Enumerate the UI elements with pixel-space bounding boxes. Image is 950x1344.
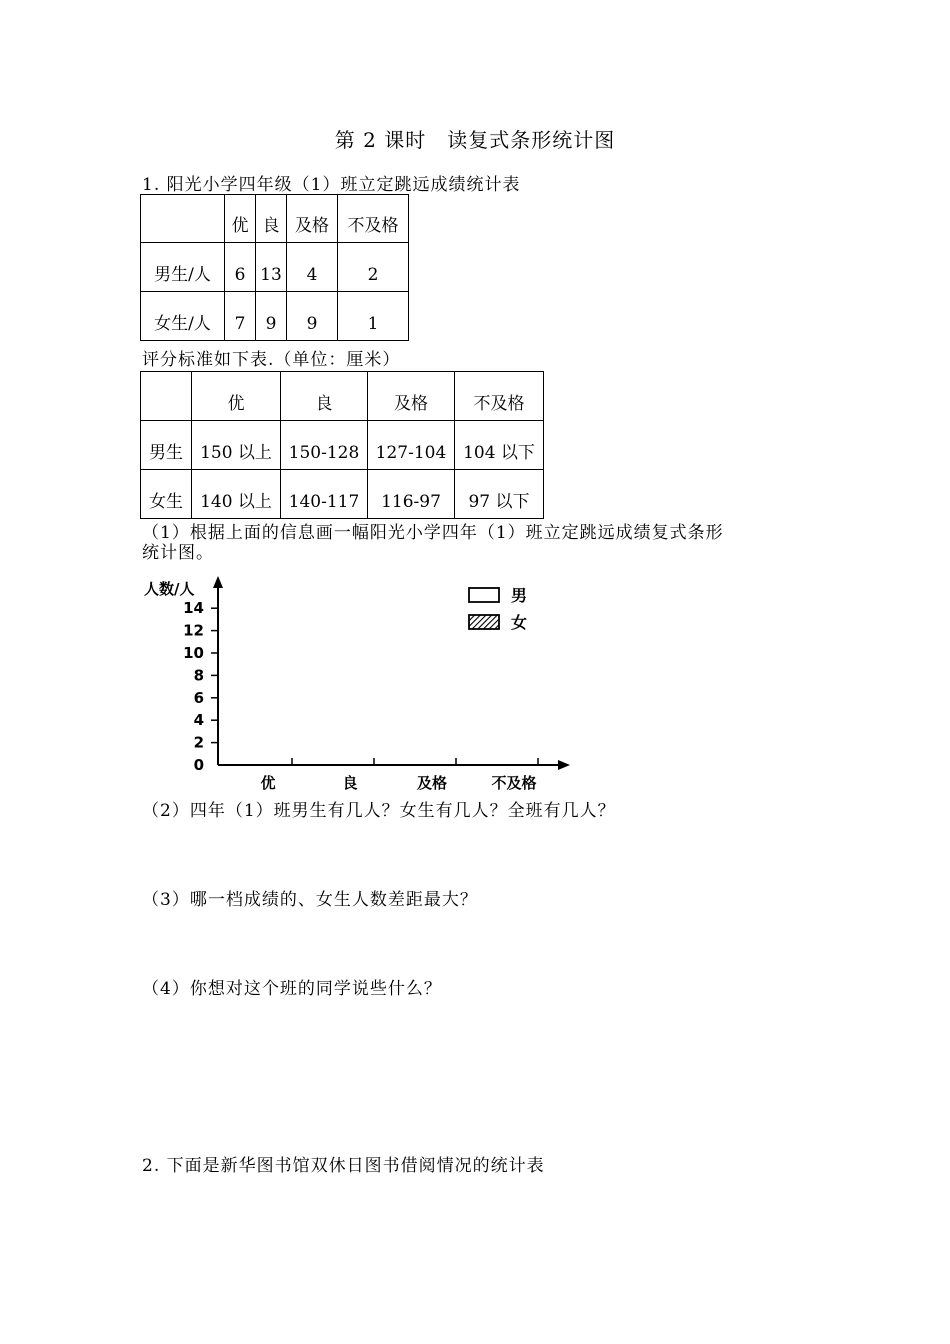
x-category-label: 优 [260,774,276,792]
criteria-row-girls [141,470,544,519]
table-cell: 9 [256,292,287,341]
table-cell: 1 [338,292,409,341]
criteria-header-liang: 良 [281,372,368,421]
x-category-label: 良 [342,774,358,792]
y-tick-label: 4 [193,711,204,730]
score-table-row-boys [141,243,409,292]
chart-axes [213,576,570,770]
q2-heading: 2. 下面是新华图书馆双休日图书借阅情况的统计表 [142,1156,545,1176]
y-tick-label: 14 [183,599,204,618]
x-category-label: 不及格 [491,774,537,792]
score-table [140,194,409,341]
score-table-header-bujige: 不及格 [338,195,409,243]
score-table-corner [141,195,225,243]
score-table-row-girls [141,292,409,341]
sub-question-3: （3）哪一档成绩的、女生人数差距最大？ [142,890,478,910]
table-cell: 104 以下 [455,421,544,470]
table-cell: 150 以上 [192,421,281,470]
row-label: 女生 [141,470,192,519]
page-title: 第 2 课时 读复式条形统计图 [334,128,616,152]
chart-y-ticks [183,599,218,774]
row-label: 女生/人 [141,292,225,341]
criteria-table-corner [141,372,192,421]
table-cell: 9 [287,292,338,341]
score-table-header-row [141,195,409,243]
legend-label-boys: 男 [511,586,528,605]
x-category-label: 及格 [416,774,448,792]
y-tick-label: 12 [183,621,204,640]
chart-legend [469,586,527,632]
bar-chart-template [140,570,580,795]
criteria-header-jige: 及格 [368,372,455,421]
sub-question-1-line2: 统计图。 [142,543,214,563]
criteria-table [140,371,544,519]
score-table-header-you: 优 [225,195,256,243]
score-table-header-jige: 及格 [287,195,338,243]
row-label: 男生/人 [141,243,225,292]
table-cell: 2 [338,243,409,292]
y-tick-label: 8 [193,666,204,685]
q1-heading: 1. 阳光小学四年级（1）班立定跳远成绩统计表 [142,175,521,195]
table-cell: 13 [256,243,287,292]
table-cell: 140-117 [281,470,368,519]
sub-question-4: （4）你想对这个班的同学说些什么？ [142,979,442,999]
table-cell: 4 [287,243,338,292]
table-cell: 6 [225,243,256,292]
row-label: 男生 [141,421,192,470]
table-cell: 97 以下 [455,470,544,519]
table-cell: 127-104 [368,421,455,470]
legend-label-girls: 女 [511,613,528,632]
y-tick-label: 0 [193,756,204,774]
criteria-table-header-row [141,372,544,421]
table-cell: 116-97 [368,470,455,519]
y-tick-label: 2 [193,733,204,752]
table-cell: 7 [225,292,256,341]
chart-x-categories [260,758,538,792]
legend-swatch-boys [469,588,499,602]
y-tick-label: 10 [183,644,204,662]
sub-question-1-line1: （1）根据上面的信息画一幅阳光小学四年（1）班立定跳远成绩复式条形 [142,523,724,543]
criteria-note: 评分标准如下表.（单位：厘米） [142,350,401,370]
criteria-header-you: 优 [192,372,281,421]
x-axis-arrow [558,760,570,770]
criteria-row-boys [141,421,544,470]
score-table-header-liang: 良 [256,195,287,243]
sub-question-2: （2）四年（1）班男生有几人？女生有几人？全班有几人？ [142,801,616,821]
y-tick-label: 6 [193,688,204,707]
y-axis-arrow [213,576,223,588]
table-cell: 140 以上 [192,470,281,519]
chart-y-axis-label: 人数/人 [144,580,195,598]
criteria-header-bujige: 不及格 [455,372,544,421]
legend-swatch-girls [469,615,499,629]
table-cell: 150-128 [281,421,368,470]
